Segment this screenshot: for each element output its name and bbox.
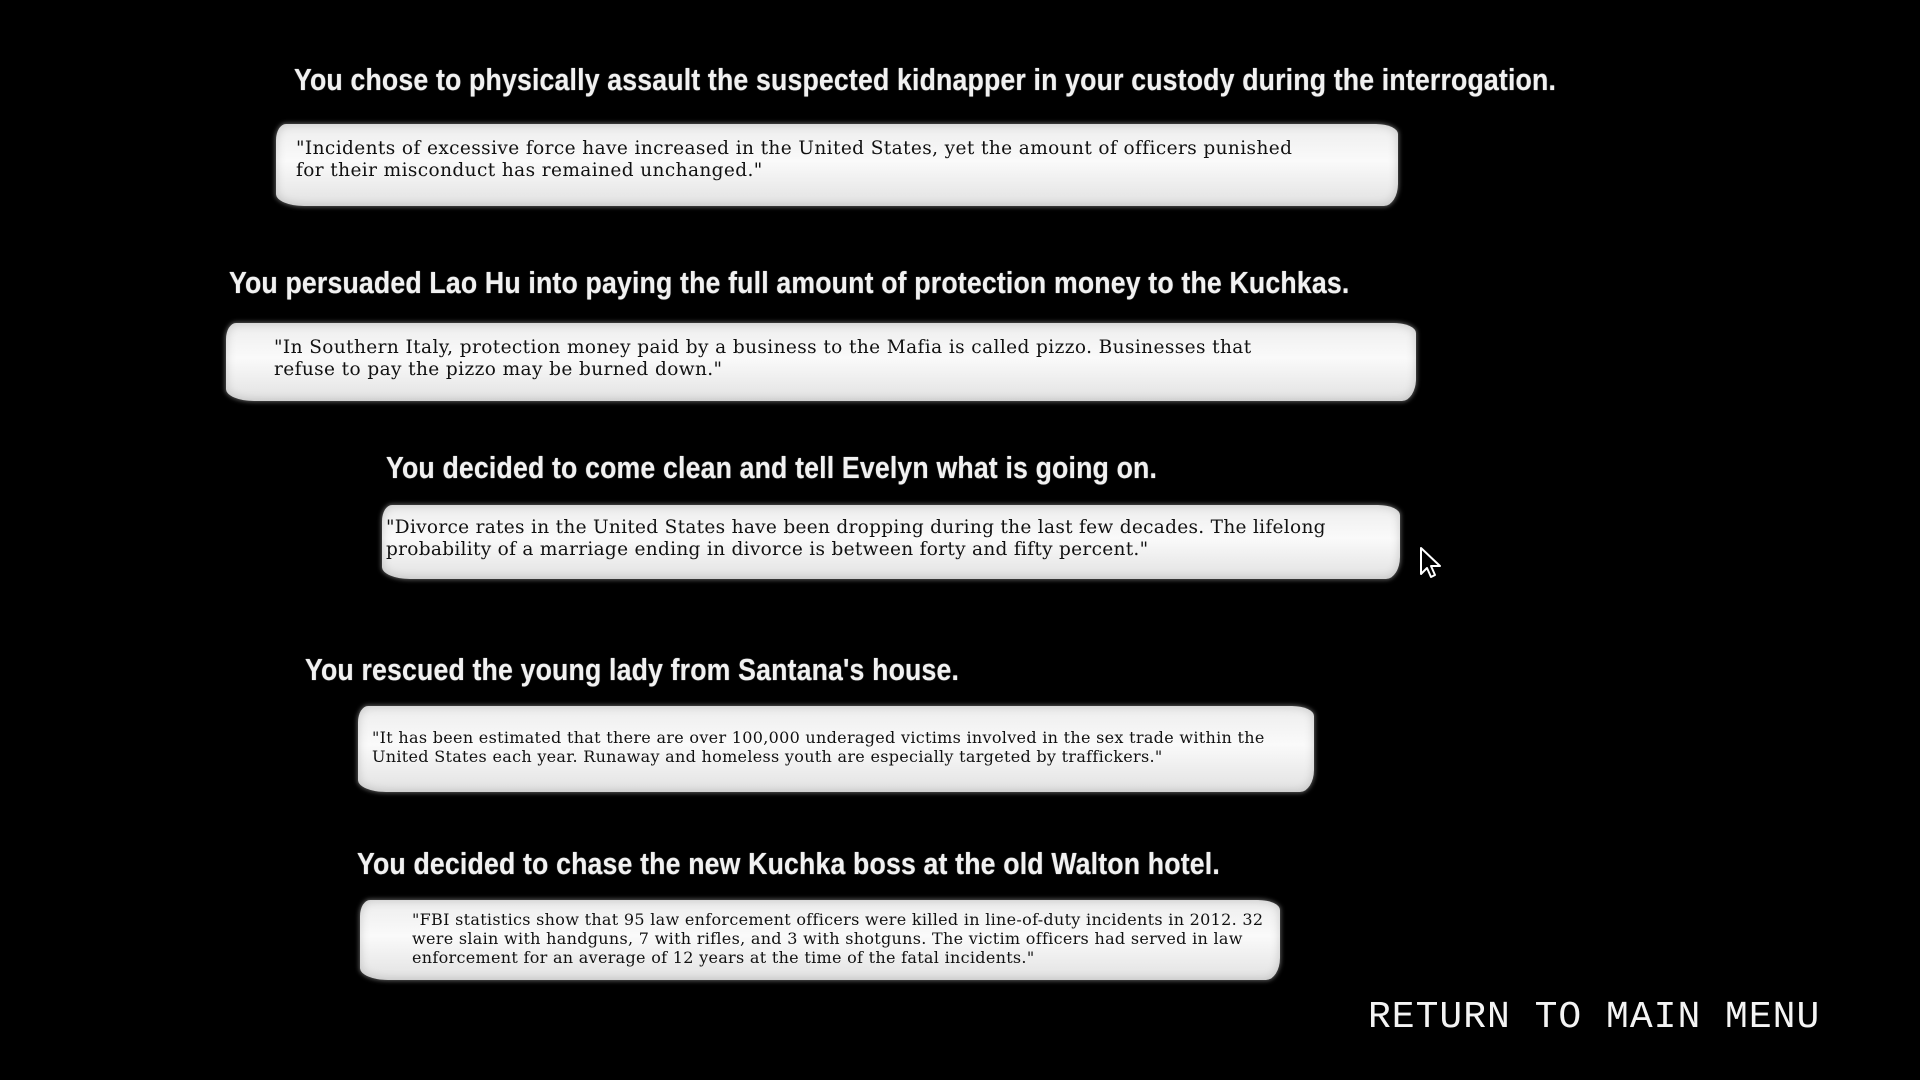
- fact-quote-5: [412, 910, 1263, 968]
- fact-quote-4: [372, 728, 1265, 766]
- choice-heading-5: You decided to chase the new Kuchka boss at the old Walton hotel.: [357, 846, 1220, 881]
- fact-strip-1: [276, 124, 1398, 206]
- fact-quote-3-line-1: "Divorce rates in the United States have been dropping during the last few decades. The lifelong: [386, 517, 1326, 538]
- fact-quote-2-line-2: refuse to pay the pizzo may be burned down.": [274, 359, 723, 381]
- fact-quote-5-line-3: enforcement for an average of 12 years at the time of the fatal incidents.": [412, 948, 1035, 968]
- fact-quote-4-line-2: United States each year. Runaway and homeless youth are especially targeted by traffickers.": [372, 747, 1163, 767]
- arrow-pointer-icon: [1418, 546, 1444, 580]
- choice-heading-2: You persuaded Lao Hu into paying the full amount of protection money to the Kuchkas.: [229, 265, 1350, 300]
- fact-quote-1-line-2: for their misconduct has remained unchanged.": [296, 160, 763, 182]
- choice-heading-4: You rescued the young lady from Santana's house.: [305, 652, 960, 687]
- return-to-main-menu-button[interactable]: RETURN TO MAIN MENU: [1368, 996, 1821, 1039]
- choice-heading-1: You chose to physically assault the suspected kidnapper in your custody during the interrogation.: [294, 62, 1557, 97]
- fact-strip-2: [226, 323, 1416, 401]
- fact-quote-2: [274, 337, 1252, 381]
- fact-quote-1-line-1: "Incidents of excessive force have increased in the United States, yet the amount of officers punished: [296, 138, 1293, 159]
- fact-quote-3: [386, 517, 1326, 561]
- fact-quote-4-line-1: "It has been estimated that there are over 100,000 underaged victims involved in the sex trade within the: [372, 728, 1265, 747]
- fact-quote-1: [296, 138, 1292, 182]
- fact-quote-3-line-2: probability of a marriage ending in divorce is between forty and fifty percent.": [386, 539, 1149, 561]
- choice-heading-3: You decided to come clean and tell Evelyn what is going on.: [386, 450, 1158, 485]
- fact-strip-3: [382, 505, 1400, 579]
- fact-quote-5-line-1: "FBI statistics show that 95 law enforcement officers were killed in line-of-duty incidents in 2012. 32: [412, 910, 1264, 929]
- fact-quote-2-line-1: "In Southern Italy, protection money paid by a business to the Mafia is called pizzo. Businesses that: [274, 337, 1252, 358]
- fact-strip-5: [360, 900, 1280, 980]
- fact-strip-4: [358, 706, 1314, 792]
- fact-quote-5-line-2: were slain with handguns, 7 with rifles, and 3 with shotguns. The victim officers had served in law: [412, 929, 1243, 949]
